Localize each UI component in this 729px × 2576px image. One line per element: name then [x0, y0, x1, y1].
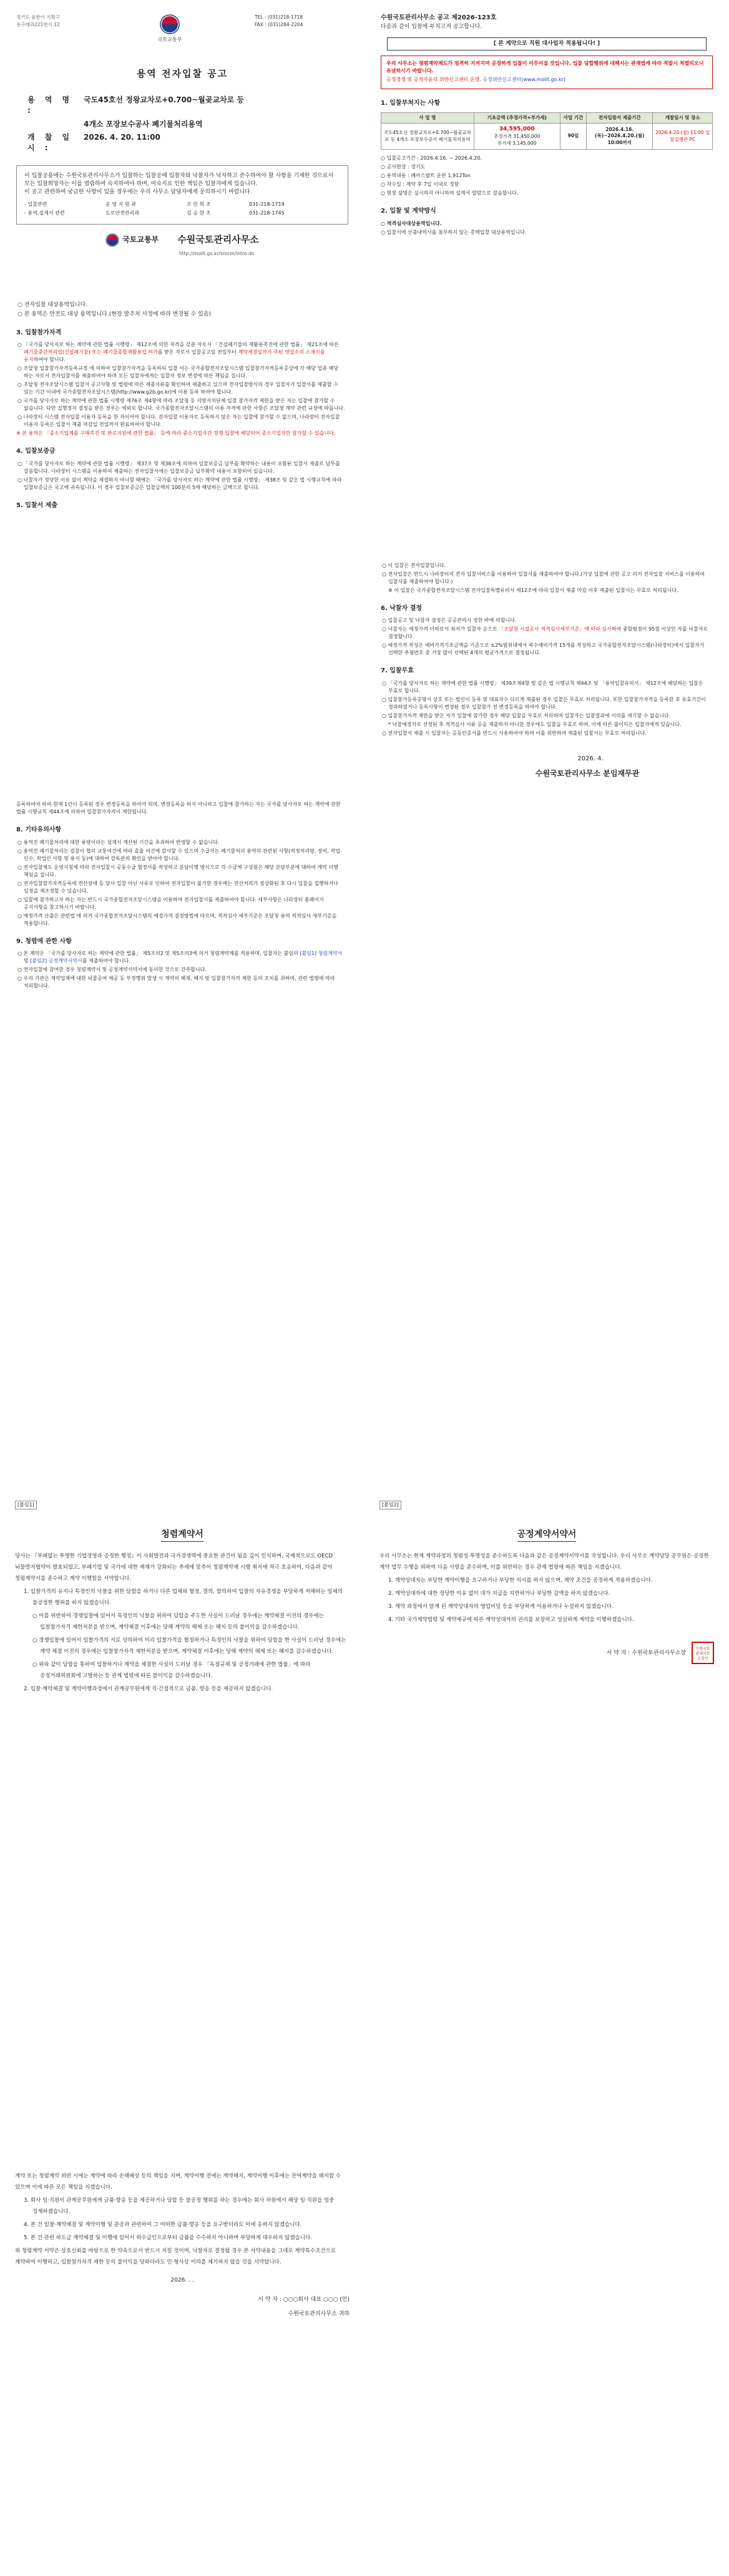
contract-date: 2026. . . — [170, 2277, 194, 2283]
contract-clause: ○ 이를 위반하여 경쟁입찰에 있어서 특정인의 낙찰을 위하여 담합을 주도한 사실이 드러날 경우에는 계약체결 이전의 경우에는 입찰참가자격 제한처분을 받으며, 계약체결 이후에는 당해 계약의 해제 또는 해지 등의 불이익을 감수하겠습니다. — [32, 1612, 324, 1630]
body-line: ○ 착수일 : 계약 후 7일 이내로 정함 — [381, 182, 459, 188]
ministry-emblem-icon — [105, 233, 119, 247]
body-text: ○ 용역진 폐기물처리에 대한 용량이라는 설계서 계산된 기간을 초과하여 반영할 수 없습니다. — [17, 839, 220, 845]
contract-signer: 서 약 자 : ○○○회사 대표 ○○○ (인) — [258, 2296, 350, 2303]
bid-table-header-row — [381, 112, 713, 123]
body-text: ○ 전자입찰참가자격등록에 전산장애 등 당사 입찰 아닌 사유로 인하여 전자입찰이 불가한 경우에는 전산처리가 정상화된 후 다시 입찰을 집행하거나 일정을 재조정할 수 있습니다. — [17, 880, 338, 894]
section-heading: 6. 낙찰자 결정 — [381, 604, 423, 612]
body-text: ○ 조달청 입찰참가자격등록규정 에 의하여 입찰참가자격을 등록하되 입찰 서는 국가종합전자조달시스템 입찰참가자격등록증상에 각 해당 업종 해당 하는 자로서 전자입찰서를 제출하여야 하며 모든 입찰자에게는 입찰자 정보 변경에 따른 책임을 집니다. — [17, 366, 338, 379]
body-text: ○ 조달청 전자조달시스템 입찰서 공고사항 및 법령에 따른 제출서류를 확인하여 제출하고 있으며 전자입찰방식의 경우 입찰자가 입찰서를 제출할 수 있는 기간 이내에 국가종합전자조달시스템(http://www.g2b.go.kr)에 이용 등록 하여야 합니다. — [17, 382, 338, 395]
contract-clause: 1. 입찰가격의 유지나 특정인의 낙찰을 위한 담합을 하거나 다른 업체와 협정, 결의, 합의하여 입찰의 자유경쟁을 부당하게 저해하는 일체의 불공정한 행위를 하지 않겠습니다. — [24, 1588, 343, 1606]
page-2 — [364, 0, 729, 1460]
body-text: ※ 이 입찰은 국가종합전자조달시스템 전자입찰특별유의서 제12조에 따라 입찰서 제출 마감 이후 제출된 입찰서는 무효로 처리됩니다. — [388, 587, 678, 593]
body-text: ○ 낙찰자가 정당한 이유 없이 계약을 체결하지 아니할 때에는 「국가를 당사자로 하는 계약에 관한 법률 시행령」 제38조 및 같은 법 시행규칙에 따라 입찰보증금은 국고에 귀속됩니다. 이 경우 입찰보증금은 입찰금액의 100분의 5에 해당하는 금액으로 합니다. — [17, 477, 342, 490]
pledge-clause: 2. 계약상대자에 대한 정당한 이유 없이 대가 지급을 지연하거나 부당한 감액을 하지 않겠습니다. — [388, 1590, 610, 1597]
body-text: ○ 입찰참가등록증명서 상호 또는 법인이 등록 및 대표자수 다르게 제출된 경우 입찰은 무효로 처리됩니다. 또한 입찰참가자격을 등록한 후 유효기간이 경과하였거나 등록사항이 변경된 경우 입찰참가 전 변경등록을 하여야 합니다. — [382, 696, 706, 710]
section-heading: 5. 입찰서 제출 — [16, 501, 58, 509]
contract-recipient: 수원국토관리사무소 귀하 — [288, 2310, 350, 2317]
body-text: ○ 입찰참가자격 제한을 받은 자가 입찰에 참가한 경우 해당 입찰을 무효로 처리하며 입찰자는 입찰결과에 이의를 제기할 수 없습니다. — [382, 712, 671, 719]
body-text: ○ 낙찰자는 예정가격 이하로서 최저가 입찰자 순으로 「조달청 시설공사 적격심사세부기준」에 따라 심사하여 종합평점이 95점 이상인 자를 낙찰자로 결정합니다. — [382, 626, 708, 640]
contract-title: 청렴계약서 — [15, 1528, 350, 1541]
amount-cell: 34,595,000 추정가격 31,450,000 부가세 3,145,000 — [474, 123, 560, 150]
body-line: ○ 공사현장 : 경기도 — [381, 164, 426, 170]
period-cell: 90일 — [560, 123, 586, 150]
body-text: ○ 「국가를 당사자로 하는 계약에 관한 법률 시행령」 제39조제4항 및 같은 법 시행규칙 제44조 및 「용역입찰유의서」 제12조에 해당하는 입찰은 무효로 합니다. — [382, 680, 703, 694]
body-text: ○ 이 입찰은 전자입찰입니다. — [382, 562, 446, 568]
body-text: ○ 전자입찰에 참여한 경우 청렴계약서 및 공정계약서약서에 동의한 것으로 간주합니다. — [17, 967, 207, 973]
body-line: ○ 현장 설명은 실시하지 아니하며 설계서 열람으로 갈음합니다. — [381, 190, 519, 196]
pledge-clause: 4. 기타 국가계약법령 및 계약예규에 따른 계약상대자의 권리를 보장하고 성실하게 계약을 이행하겠습니다. — [388, 1616, 634, 1623]
attachment-label: [붙임2] — [379, 1501, 401, 1509]
pledge-clause: 3. 계약 과정에서 알게 된 계약상대자의 영업비밀 등을 부당하게 이용하거나 누설하지 않겠습니다. — [388, 1603, 614, 1610]
page-3 — [0, 1484, 364, 2576]
issue-date: 2026. 4. — [577, 755, 604, 762]
official-seal-icon: 수원국토 관리사무 소장인 — [692, 1642, 714, 1664]
section-heading: 4. 입찰보증금 — [16, 448, 56, 455]
section-heading: 3. 입찰참가자격 — [16, 329, 62, 336]
notice-number: 수원국토관리사무소 공고 제2026-123호 — [381, 14, 497, 21]
letterhead-address: 정기도 윤한이 기획구 용구매과221번지 12 — [16, 14, 60, 27]
pledge-body: 우리 사무소는 현재 계약과정의 청렴성·투명성을 준수하도록 다음과 같은 공정계약서약서를 작성합니다. 우리 사무소 계약담당 공무원은 공정한 계약 업무 수행을 위하여 다음 사항을 준수하며, 이를 위반하는 경우 관계 법령에 따른 책임을 지겠습니다. — [379, 1552, 709, 1571]
ministry-emblem-icon — [159, 14, 180, 35]
body-line: ○ 적격심사대상용역입니다. — [381, 220, 442, 226]
body-line: ○ 전자입찰 대상용역입니다. — [17, 301, 88, 308]
inquiry-row: - 용역,설계서 관련 도로안전관리과 김 승 한 조 031-218-1745 — [24, 210, 285, 216]
section-heading: 9. 청렴에 관한 사항 — [16, 937, 72, 945]
project-name-field-cont: 4개소 포장보수공사 폐기물처리용역 — [84, 119, 203, 128]
pledge-clause: 1. 계약상대자는 부당한 계약이행을 요구하거나 부당한 지시를 하지 않으며, 계약 조건을 공정하게 적용하겠습니다. — [388, 1577, 653, 1584]
bid-table-header: 전자입찰서 제출기간 — [587, 112, 653, 123]
body-text: ○ 전자입찰은 반드시 나라장터의 전자 입찰서비스를 이용하여 입찰서를 제출하여야 합니다.(가상 입찰에 관한 공고 의거 전자입찰 서비스를 이용하여 입찰서를 제출하여야 합니다.) — [382, 571, 705, 584]
body-text: ○ 입찰공고 및 낙찰자 결정은 공공관리시 정한 바에 의합니다. — [382, 617, 517, 624]
integrity-box-text: 우리 사무소는 청렴계약제도가 엄격히 지켜지며 공정하게 입찰이 이루어질 것입니다. 입찰 담합행위에 대해서는 관계법에 따라 적발시 처벌되오니 유념하시기 바랍니다. — [386, 61, 704, 74]
page-title: 용역 전자입찰 공고 — [136, 68, 228, 79]
notice-intro: 다음과 같이 입찰에 부치고저 공고합니다. — [381, 24, 482, 30]
section-heading: 2. 입찰 및 계약방식 — [381, 208, 436, 215]
pledge-signer: 서 약 자 : 수원국토관리사무소장 수원국토 관리사무 소장인 — [379, 1642, 714, 1664]
report-center-link[interactable]: 공정위반신고센터(www.molit.go.kr) — [482, 77, 565, 83]
bid-table — [381, 112, 713, 150]
bid-table-header: 사 업 명 — [381, 112, 474, 123]
table-row — [381, 123, 713, 150]
body-text: 등록하여야 하며 현재 1인이 등록된 경우 변경등록을 하여야 되며, 변경등록을 하지 아니하고 입찰에 참가하는 자는 국가를 당사자로 하는 계약에 관한 법률 시행규칙 제44조에 의하여 입찰참가자격이 제한됩니다. — [16, 801, 341, 815]
contract-clause: ○ 위와 같이 담합을 통하여 입찰하거나 계약을 체결한 사실이 드러날 경우 「독점규제 및 공정거래에 관한 법률」에 따라 공정거래위원회에 고발하는 등 관계 법령에 따른 불이익을 감수하겠습니다. — [32, 1661, 311, 1679]
contract-clause: 5. 본 건 관련 하도급 계약체결 및 이행에 있어서 하수급인으로부터 금품을 수수하지 아니하며 부당하게 대우하지 않겠습니다. — [24, 2234, 312, 2241]
body-text: ○ 예정가격 작성은 예비가격기초금액을 기준으로 ±2%범위내에서 복수예비가격 15개를 작성하고 국가종합전자조달시스템(나라장터)에서 입찰자가 선택한 추첨번호 중 가장 많이 선택된 4개의 평균가격으로 결정됩니다. — [382, 642, 705, 656]
body-line: ○ 본 용역은 안전도 대상 용역입니다.(현장 발주처 사정에 따라 변경될 수 있음) — [17, 311, 212, 317]
integrity-box — [381, 56, 713, 89]
body-line: ○ 입찰서에 산출내역서를 첨부하지 않는 총액입찰 대상용역입니다. — [381, 229, 527, 235]
issuer-signature: 수원국토관리사무소 분임재무관 — [535, 769, 640, 778]
contract-clause: 4. 본 건 입찰·계약체결 및 계약이행 및 준공과 관련하여 그 어떠한 금품·향응 등을 요구받더라도 이에 응하지 않겠습니다. — [24, 2221, 302, 2228]
body-text: ○ 용역진 폐기물처리는 검찰이 협의 교통여건에 따라 효율 여건에 감사할 수 있으며 수급자는 폐기물처리 용역의 관련된 사항(적정처리량, 장비, 작업 인수, 작업인 사항 및 용지 등)에 대하여 감독관의 확인을 받아야 합니다. — [17, 848, 340, 861]
org-logo: 국토교통부 — [105, 233, 159, 247]
pledge-title: 공정계약서약서 — [379, 1528, 714, 1541]
body-text: ○ 입찰에 참가하고자 하는 자는 반드시 국가종합전자조달시스템을 이용하여 전자입찰서를 제출하여야 합니다. 세부사항은 나라장터 홈페이지 공지사항을 참고하시기 바랍니다. — [17, 896, 324, 910]
body-text: ○ 전자입찰제도 운영지침에 따라 전자입찰시 공동수급 협정서를 작성하고 분담이행 방식으로 각 수급체 구성원은 해당 분담부분에 대하여 계약 이행 책임을 집니다. — [17, 864, 338, 878]
org-url-link[interactable]: http://molit.go.kr/srocm/intro.do — [179, 250, 255, 256]
bid-table-header: 개찰일시 및 장소 — [653, 112, 713, 123]
section-heading: 1. 입찰부쳐지는 사항 — [381, 100, 440, 107]
body-text: ○ 우리 기관은 계약업체에 대한 뇌물공여 제공 등 부정행위 발생 시 계약의 해제, 해지 및 입찰참가자격 제한 등의 조치를 취하며, 관련 법령에 따라 처리합니다. — [17, 976, 335, 989]
issuing-organization: 국토교통부 수원국토관리사무소 — [16, 233, 348, 247]
notice-box: 이 입찰공용에는 수원국토관리사무소가 입찰하는 입찰공에 입찰자와 낙찰자가 낙자하고 준수하여야 할 사항을 기재한 것으로서 모든 입찰희망자는 이를 열람하여 숙지하여야 하며, 미숙지로 인한 책임은 입찰자에게 있습니다. 이 공고 관련하여 궁금한 사항이 있을 경우에는 우리 사무소 담당자에게 문의하시기 바랍니다. - 입찰관련 운 영 지 원 과 조 민 희 조 031-218-1719 - 용역,설계서 관련 도로안전관리과 김 승 한 조 031-218-1745 — [16, 165, 348, 225]
contract-body: 위 청렴계약 서약은 상호신뢰를 바탕으로 한 약속으로서 반드시 지킬 것이며, 낙찰자로 결정될 경우 본 서약내용을 그대로 계약특수조건으로 계약하여 이행하고, 입찰참가자격 제한 등의 불이익을 당하더라도 민·형사상 이의를 제기하지 않을 것을 서약합니다. — [15, 2247, 336, 2265]
section-heading: 7. 입찰무효 — [381, 667, 414, 675]
letterhead-contact: TEL : (031)218-1718 FAX : (031)284-2204 — [255, 14, 303, 27]
contract-clause: 2. 입찰·계약체결 및 계약이행과정에서 관계공무원에게 직·간접적으로 금품, 향응 등을 제공하지 않겠습니다. — [24, 1685, 273, 1692]
inquiry-row: - 입찰관련 운 영 지 원 과 조 민 희 조 031-218-1719 — [24, 201, 285, 207]
contract-body: 당사는 『부패없는 투명한 기업경영과 공정한 행정』이 사회발전과 국가경쟁력에 중요한 관건이 됨을 깊이 인식하며, 국제적으로도 OECD 뇌물방지협약이 발효되었고, 부패기업 및 국가에 대한 제재가 강화되는 추세에 맞추어 청렴계약제 시행 취지에 적극 호응하여, 다음과 같이 청렴계약서를 준수하고 계약 이행함을 서약합니다. — [15, 1552, 333, 1582]
project-name-cell: 국도45호선 정왕교차로+0.700~월곶교차로 등 4개소 포장보수공사 폐기물처리용역 — [381, 123, 474, 150]
body-text: ○ 「국가를 당사자로 하는 계약에 관한 법률 시행령」 제37조 및 제38조에 의하여 입찰보증금 납부를 확약하는 내용이 포함된 입찰서 제출로 납부를 갈음합니다. 나라장터 시스템을 이용하여 제출하는 전자입찰서에는 입찰보증금 납부확약 내용이 포함되어 있습니다. — [17, 460, 340, 474]
contract-body: 계약 또는 청렴계약 위반 시에는 계약에 따라 손해배상 등의 책임을 지며, 계약이행 전에는 계약해지, 계약이행 이후에는 잔여계약을 해지할 수 있으며 이에 따른 모든 책임을 지겠습니다. — [15, 2172, 341, 2191]
body-text: ○ 본 계약은 「국가를 당사자로 하는 계약에 관한 법률」 제5조의2 및 제5조의3에 의거 청렴계약제를 적용하며, 입찰자는 붙임의 [붙임1] 청렴계약서 및 [붙임2] 공정계약서약서를 제출하여야 합니다. — [17, 951, 343, 964]
body-text: * 낙찰예정자로 선정된 후 적격심사 서류 등을 제출하지 아니한 경우에도 입찰을 무효로 하며, 이에 따른 불이익은 입찰자에게 있습니다. — [388, 721, 682, 727]
attachment-label: [붙임1] — [15, 1501, 37, 1509]
project-name-field: 용 역 명 : 국도45호선 정왕교차로+0.700~월곶교차로 등 — [27, 95, 245, 115]
submit-period-cell: 2026.4.16.(목)~2026.4.20.(월) 10:00까지 — [587, 123, 653, 150]
integrity-box-text: 공정경쟁 및 공직자윤리 위반신고센터 운영. 공정위반신고센터(www.molit.go.kr) — [386, 77, 565, 83]
body-text: ○ 국가를 당사자로 하는 계약에 관한 법률 시행령 제76조 제4항에 따라 조달청 등 지방자치단체 입찰 참가자격 제한을 받은 자는 입찰에 참가할 수 없습니다. 다만 집행정지 결정을 받은 경우는 예외로 합니다. 국가종합전자조달시스템의 이용 자격에 관한 사항은 조달청 계약 관련 규정에 따릅니다. — [17, 398, 345, 412]
body-text: ○ 전자입찰서 제출 시 입찰자는 공동인증서를 반드시 사용하여야 하며 이를 위반하여 제출된 입찰서는 무효로 처리됩니다. — [382, 730, 647, 736]
contract-clause: 3. 회사 임·직원이 관계공무원에게 금품·향응 등을 제공하거나 담합 등 불공정 행위를 하는 경우에는 회사 차원에서 해당 임·직원을 엄중 징계하겠습니다. — [24, 2197, 335, 2215]
section-heading: 8. 기타유의사항 — [16, 826, 62, 834]
integrity-box-title: [ 본 계약으로 직원 대사업자 적용됩니다! ] — [387, 37, 707, 51]
open-date-cell: 2026.4.20.(월) 11:00 입찰집행관 PC — [653, 123, 713, 150]
page-1 — [0, 0, 364, 1460]
ministry-logo: 국토교통부 — [143, 14, 197, 44]
page-4 — [364, 1484, 729, 2576]
body-text: ○ 예정가격 산출은 관련법 에 의거 국가종합전자조달시스템의 예정가격 결정방법에 따르며, 적격심사 세부기준은 조달청 용역 적격심사 세부기준을 적용합니다. — [17, 913, 337, 926]
warning-text: ※ 본 용역은 「중소기업제품 구매촉진 및 판로지원에 관한 법률」 등에 따라 중소기업자간 경쟁 입찰에 해당되어 중소기업자만 참가할 수 있습니다. — [16, 430, 336, 437]
body-line: ○ 용역내용 : 폐아스팔트 운반 1,912Ton — [381, 173, 471, 179]
open-date-field: 개 찰 일 시 : 2026. 4. 20. 11:00 — [27, 132, 160, 153]
contract-clause: ○ 경쟁입찰에 있어서 입찰가격의 서로 상의하여 미리 입찰가격을 협정하거나 특정인의 낙찰을 위하여 담합을 한 사실이 드러날 경우에는 계약 체결 이전의 경우에는 입찰참가자격 제한처분을 받으며, 계약체결 이후에는 당해 계약의 해제 또는 해지를 감수하겠습니다. — [32, 1637, 346, 1655]
body-text: ○ 「국가를 당사자로 하는 계약에 관한 법률 시행령」 제12조에 의한 자격을 갖춘 자로서 「건설폐기물의 재활용촉진에 관한 법률」 제21조에 따른 폐기물중간처리업(건설폐기물) 또는 폐기물종합재활용업 허가를 받은 자로서 입찰공고일 전일부터 계약체결일까지 주된 영업소의 소재지를 유지하여야 합니다. — [17, 342, 339, 363]
inquiry-table — [24, 200, 340, 218]
body-text: ○ 나라장터 시스템 전자입찰 이용자 등록을 한 자이어야 합니다. 전자입찰 이용자로 등록하지 않은 자는 입찰에 참가할 수 없으며, 나라장터 전자입찰 이용자 등록은 입찰서 제출 마감일 전일까지 완료하여야 합니다. — [17, 414, 340, 428]
body-line: ○ 입찰공고기간 : 2026.4.16. ~ 2026.4.20. — [381, 155, 482, 162]
bid-table-header: 기초금액 (추정가격+부가세) — [474, 112, 560, 123]
letterhead — [16, 14, 348, 54]
bid-table-header: 사업 기간 — [560, 112, 586, 123]
